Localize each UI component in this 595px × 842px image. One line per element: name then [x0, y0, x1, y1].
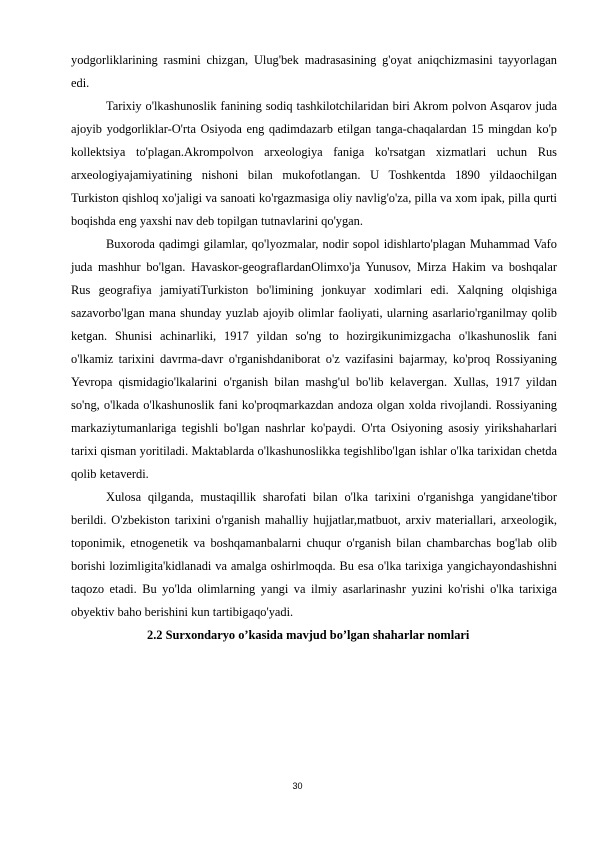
section-heading: 2.2 Surxondaryo o’kasida mavjud bo’lgan shaharlar nomlari	[147, 628, 470, 642]
document-page	[71, 49, 557, 647]
paragraph-askarov: Tarixiy o'lkashunoslik fanining sodiq tashkilotchilaridan biri Akrom polvon Asqarov juda ajoyib yodgorliklar-O'rta Osiyoda eng qadimdazarb etilgan tanga-chaqalardan 15 mingdan ko'p kollektsiya to'plagan.Akrompolvon arxeologiya faniga ko'rsatgan xizmatlari uchun Rus arxeologiyajamiyatining nishoni bilan mukofotlangan. U Toshkentda 1890 yildaochilgan Turkiston qishloq xo'jaligi va sanoati ko'rgazmasiga oliy navlig'o'za, pilla va xom ipak, pilla qurti boqishda eng yaxshi nav deb topilgan tutnavlarini qo'ygan.	[71, 99, 557, 228]
page-number: 30	[292, 781, 303, 791]
paragraph-continuation: yodgorliklarining rasmini chizgan, Ulug'bek madrasasining g'oyat aniqchizmasini tayyorlagan edi.	[71, 53, 557, 90]
paragraph-conclusion: Xulosa qilganda, mustaqillik sharofati bilan o'lka tarixini o'rganishga yangidane'tibor berildi. O'zbekiston tarixini o'rganish mahalliy hujjatlar,matbuot, arxiv materiallari, arxeologik, toponimik, etnogenetik va boshqamanbalarni chuqur o'rganish bilan chambarchas bog'lab olib borishi lozimligita'kidlanadi va amalga oshirlmoqda. Bu esa o'lka tarixiga yangichayondashishni taqozo etadi. Bu yo'lda olimlarning yangi va ilmiy asarlarinashr yuzini ko'rishi o'lka tarixiga obyektiv baho berishini kun tartibigaqo'yadi.	[71, 490, 557, 619]
paragraph-bukhara: Buxoroda qadimgi gilamlar, qo'lyozmalar, nodir sopol idishlarto'plagan Muhammad Vafo juda mashhur bo'lgan. Havaskor-geograflardanOlimxo'ja Yunusov, Mirza Hakim va boshqalar Rus geografiya jamiyatiTurkiston bo'limining jonkuyar xodimlari edi. Xalqning olqishiga sazavorbo'lgan mana shunday yuzlab ajoyib olimlar faoliyati, ularning asarlario'rganilmay qolib ketgan. Shunisi achinarliki, 1917 yildan so'ng to hozirgikunimizgacha o'lkashunoslik fani o'lkamiz tarixini davrma-davr o'rganishdaniborat o'z vazifasini bajarmay, ko'proq Rossiyaning Yevropa qismidagio'lkalarini o'rganish bilan mashg'ul bo'lib kelavergan. Xullas, 1917 yildan so'ng, o'lkada o'lkashunoslik fani ko'proqmarkazdan andoza olgan xolda rivojlandi. Rossiyaning markaziytumanlariga tegishli bo'lgan nashrlar ko'paydi. O'rta Osiyoning asosiy yirikshaharlari tarixi qisman yoritiladi. Maktablarda o'lkashunoslikka tegishlibo'lgan ishlar o'lka tarixidan chetda qolib ketaverdi.	[71, 237, 557, 481]
